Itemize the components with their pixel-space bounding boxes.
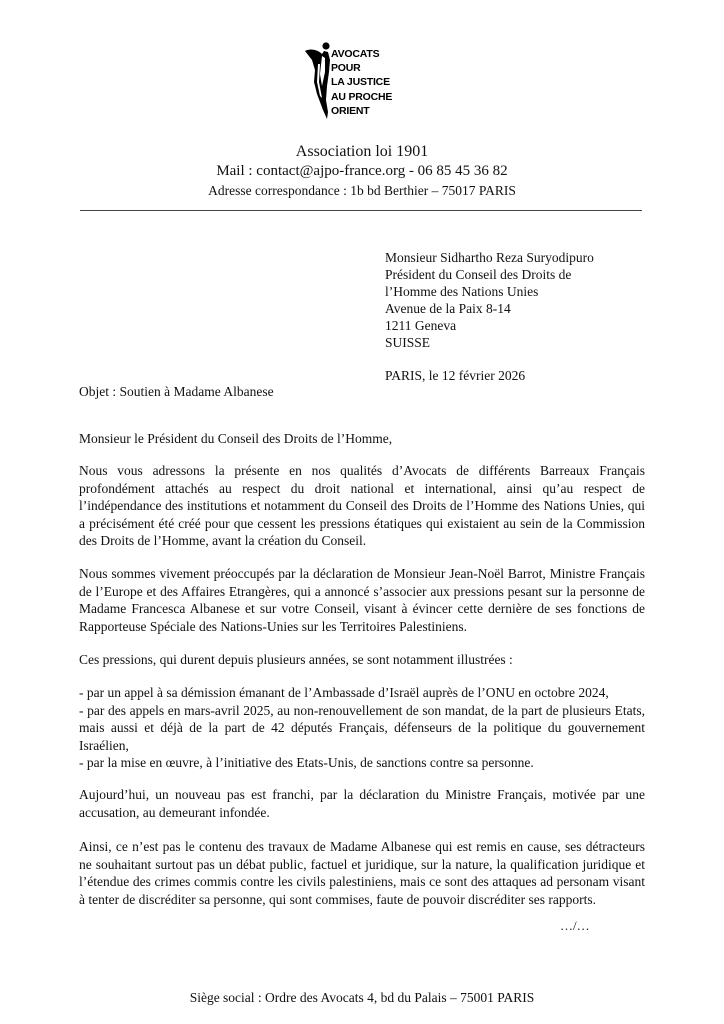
recipient-line: Monsieur Sidhartho Reza Suryodipuro xyxy=(385,250,594,265)
paragraph xyxy=(79,838,645,908)
contact-line: Mail : contact@ajpo-france.org - 06 85 45 36 82 xyxy=(216,163,508,179)
salutation: Monsieur le Président du Conseil des Droits de l’Homme, xyxy=(79,431,393,446)
recipient-line: Président du Conseil des Droits de xyxy=(385,267,572,282)
figure-map-icon xyxy=(304,42,334,122)
paragraph-text: Nous vous adressons la présente en nos qualités d’Avocats de différents Barreaux Français profondément attachés au respect du droit national et international, ainsi qu’au respect de l’indépendance des institutions et notamment du Conseil des Droits de l’Homme des Nations Unies, qui a précisément été créé pour que cessent les pressions étatiques qui existaient au sein de la Commission des Droits de l’Homme, avant la création du Conseil. xyxy=(79,463,645,548)
paragraph-text: Ainsi, ce n’est pas le contenu des travaux de Madame Albanese qui est remis en cause, ses détracteurs ne souhaitant surtout pas un débat public, factuel et juridique, sur la nature, la qualification juridique et l’étendue des crimes commis contre les civils palestiniens, mais ce sont des attaques ad personam visant à tenter de discréditer sa personne, qui sont commises, faute de pouvoir discréditer ses rapports. xyxy=(79,839,645,907)
logo-line: POUR xyxy=(331,62,361,75)
paragraph xyxy=(79,462,645,550)
recipient-line: l’Homme des Nations Unies xyxy=(385,284,539,299)
paragraph-text: Ces pressions, qui durent depuis plusieurs années, se sont notamment illustrées : xyxy=(79,652,513,667)
paragraph xyxy=(79,786,645,821)
association-title: Association loi 1901 xyxy=(295,143,429,160)
paragraph xyxy=(79,565,645,635)
logo-text xyxy=(331,47,392,118)
paragraph-text: Nous sommes vivement préoccupés par la déclaration de Monsieur Jean-Noël Barrot, Ministre Français de l’Europe et des Affaires Etrangères, qui a annoncé s’associer aux pressions pesant sur la personne de Madame Francesca Albanese et sur votre Conseil, visant à évincer cette dernière de ses fonctions de Rapporteuse Spéciale des Nations-Unies sur les Territoires Palestiniens. xyxy=(79,566,645,634)
logo-line: AU PROCHE xyxy=(331,90,393,103)
bullet-item: - par un appel à sa démission émanant de l’Ambassade d’Israël auprès de l’ONU en octobre 2024, xyxy=(79,685,609,700)
logo-line: AVOCATS xyxy=(331,48,380,60)
recipient-line: Avenue de la Paix 8-14 xyxy=(385,301,511,316)
recipient-line: 1211 Geneva xyxy=(385,318,457,333)
logo-line: ORIENT xyxy=(331,104,370,117)
paragraph xyxy=(79,651,645,669)
bullet-item: - par des appels en mars-avril 2025, au non-renouvellement de son mandat, de la part de plusieurs Etats, mais aussi et déjà de la part de 42 députés Français, défenseurs de la politique du gouvernement Israélien, xyxy=(79,702,645,753)
bullet-item: - par la mise en œuvre, à l’initiative des Etats-Unis, de sanctions contre sa personne. xyxy=(79,755,534,770)
continuation-mark: …/… xyxy=(560,918,590,933)
letter-date: PARIS, le 12 février 2026 xyxy=(385,368,526,383)
header-divider xyxy=(80,210,642,211)
recipient-block xyxy=(385,249,594,351)
recipient-line: SUISSE xyxy=(385,335,431,350)
correspondence-address: Adresse correspondance : 1b bd Berthier – 75017 PARIS xyxy=(208,183,516,198)
logo-line: LA JUSTICE xyxy=(331,76,390,89)
bullet-list xyxy=(79,684,645,772)
paragraph-text: Aujourd’hui, un nouveau pas est franchi, par la déclaration du Ministre Français, motivée par une accusation, au demeurant infondée. xyxy=(79,787,645,820)
registered-office-footer: Siège social : Ordre des Avocats 4, bd du Palais – 75001 PARIS xyxy=(189,990,535,1005)
organization-logo xyxy=(304,42,454,122)
letter-subject: Objet : Soutien à Madame Albanese xyxy=(79,384,274,399)
